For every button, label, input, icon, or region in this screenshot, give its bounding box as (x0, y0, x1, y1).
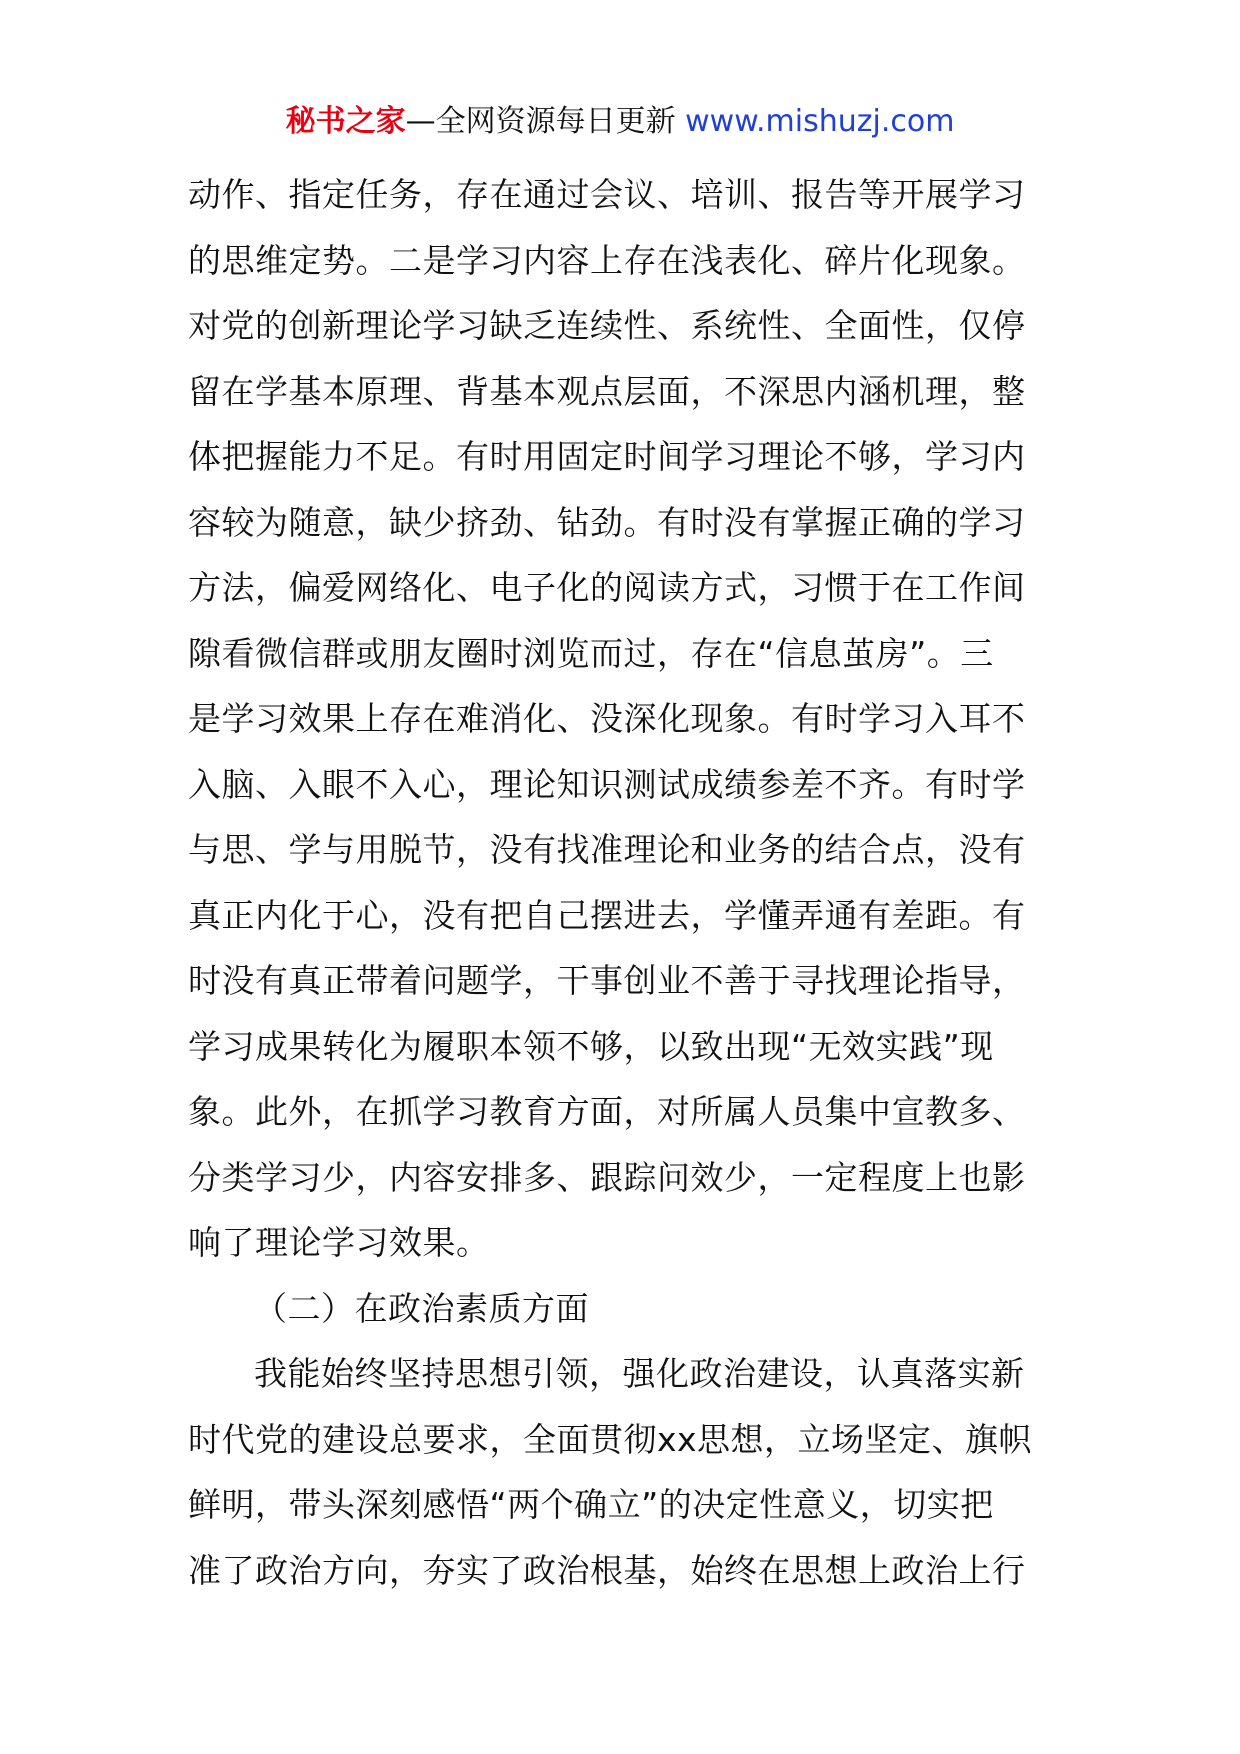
body-line: 时没有真正带着问题学，干事创业不善于寻找理论指导， (188, 961, 1026, 1000)
body-line: 方法，偏爱网络化、电子化的阅读方式，习惯于在工作间 (188, 568, 1026, 607)
body-line: 对党的创新理论学习缺乏连续性、系统性、全面性，仅停 (188, 306, 1026, 345)
body-line: 留在学基本原理、背基本观点层面，不深思内涵机理，整 (188, 371, 1026, 411)
section-heading: （二）在政治素质方面 (254, 1288, 589, 1328)
body-line: 象。此外，在抓学习教育方面，对所属人员集中宣教多、 (188, 1092, 1026, 1131)
body-line: 的思维定势。二是学习内容上存在浅表化、碎片化现象。 (188, 240, 1026, 280)
body-line: 与思、学与用脱节，没有找准理论和业务的结合点，没有 (188, 830, 1026, 869)
body-line: 隙看微信群或朋友圈时浏览而过，存在“信息茧房”。三 (188, 633, 994, 673)
body-line: 学习成果转化为履职本领不够，以致出现“无效实践”现 (188, 1026, 994, 1066)
body-line: 是学习效果上存在难消化、没深化现象。有时学习入耳不 (188, 699, 1026, 738)
body-line: 准了政治方向，夯实了政治根基，始终在思想上政治上行 (188, 1550, 1026, 1590)
header-url-link[interactable]: www.mishuzj.com (685, 104, 955, 139)
header-brand: 秘书之家 (285, 104, 406, 139)
body-line: 分类学习少，内容安排多、跟踪问效少，一定程度上也影 (188, 1157, 1026, 1197)
page-header (0, 100, 1240, 144)
body-line: 鲜明，带头深刻感悟“两个确立”的决定性意义，切实把 (188, 1485, 994, 1524)
body-line: 容较为随意，缺少挤劲、钻劲。有时没有掌握正确的学习 (188, 502, 1026, 542)
body-line: 体把握能力不足。有时用固定时间学习理论不够，学习内 (188, 437, 1026, 476)
body-line: 时代党的建设总要求，全面贯彻xx思想，立场坚定、旗帜 (188, 1419, 1033, 1459)
body-line: 动作、指定任务，存在通过会议、培训、报告等开展学习 (188, 175, 1026, 214)
paragraph-first-line: 我能始终坚持思想引领，强化政治建设，认真落实新 (254, 1354, 1025, 1393)
header-slogan: —全网资源每日更新 (405, 104, 676, 139)
body-line: 真正内化于心，没有把自己摆进去，学懂弄通有差距。有 (188, 895, 1026, 935)
body-line: 入脑、入眼不入心，理论知识测试成绩参差不齐。有时学 (188, 764, 1026, 804)
document-body (188, 162, 1068, 1603)
body-line: 响了理论学习效果。 (188, 1223, 490, 1262)
